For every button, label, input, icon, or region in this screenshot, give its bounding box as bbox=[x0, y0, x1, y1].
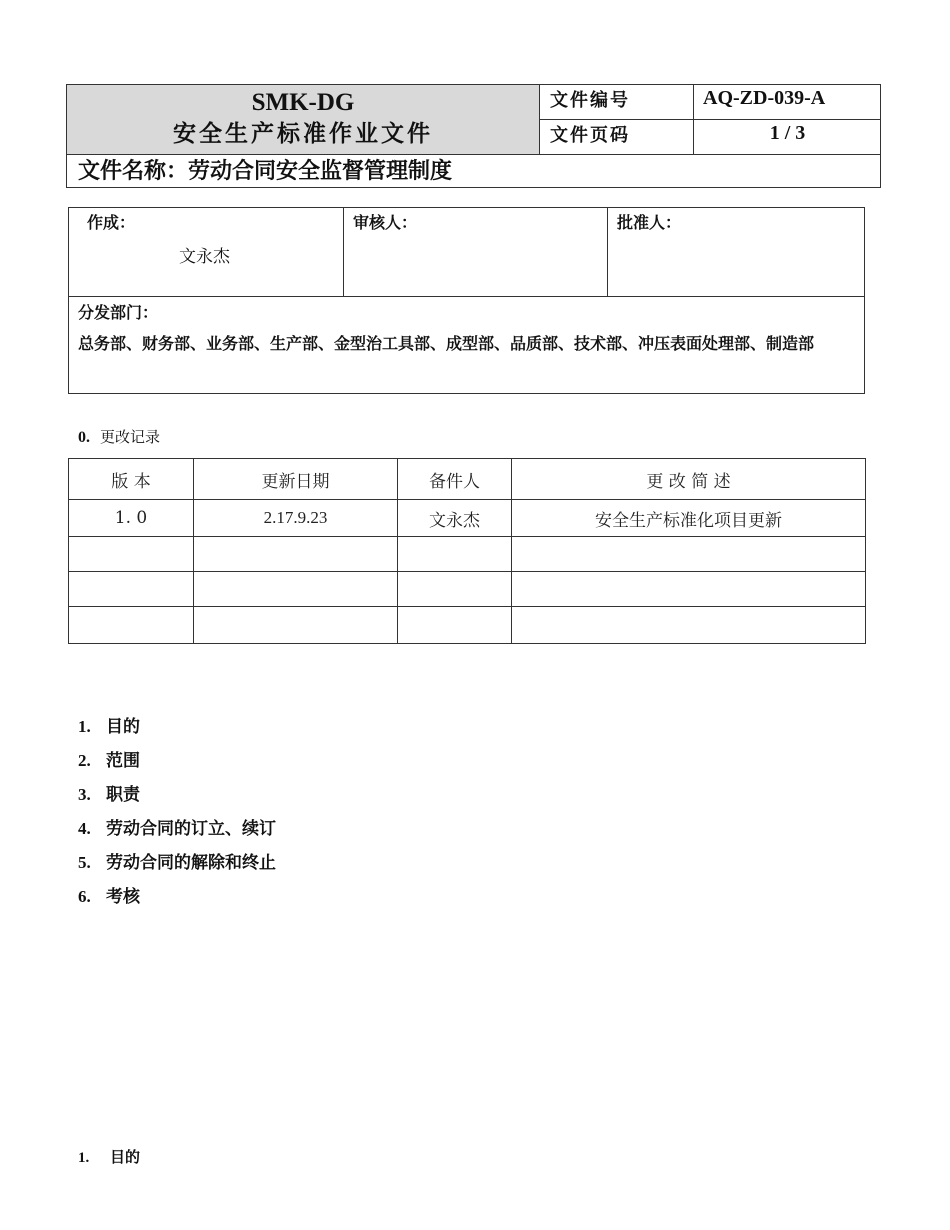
table-cell bbox=[398, 572, 512, 607]
author-value: 文永杰 bbox=[179, 247, 230, 267]
section-number: 0. bbox=[78, 429, 90, 446]
table-cell: 1. 0 bbox=[69, 500, 194, 537]
table-cell bbox=[398, 607, 512, 644]
toc-number: 5. bbox=[78, 853, 91, 872]
toc-number: 2. bbox=[78, 751, 91, 770]
toc-item bbox=[78, 846, 276, 880]
toc-title: 职责 bbox=[106, 785, 140, 805]
document-header bbox=[66, 84, 881, 188]
page-number-value: 1 / 3 bbox=[694, 120, 881, 155]
header-title-block bbox=[67, 85, 540, 155]
toc-title: 范围 bbox=[106, 751, 140, 771]
distribution-section bbox=[69, 297, 864, 359]
table-cell: 文永杰 bbox=[398, 500, 512, 537]
author-label: 作成： bbox=[87, 213, 136, 232]
table-row bbox=[69, 537, 866, 572]
table-cell bbox=[194, 537, 398, 572]
column-header: 更新日期 bbox=[194, 459, 398, 500]
toc-item bbox=[78, 710, 276, 744]
toc-number: 4. bbox=[78, 819, 91, 838]
company-code: SMK-DG bbox=[251, 89, 355, 116]
toc-item bbox=[78, 812, 276, 846]
approver-label: 批准人： bbox=[617, 213, 682, 232]
author-cell bbox=[69, 208, 344, 297]
table-cell bbox=[69, 572, 194, 607]
toc-number: 3. bbox=[78, 785, 91, 804]
approver-cell bbox=[608, 208, 864, 297]
toc-number: 6. bbox=[78, 887, 91, 906]
table-row bbox=[69, 500, 866, 537]
column-header: 更 改 简 述 bbox=[512, 459, 866, 500]
table-of-contents bbox=[78, 710, 276, 914]
section-title: 目的 bbox=[110, 1148, 141, 1166]
toc-title: 劳动合同的解除和终止 bbox=[106, 853, 276, 873]
section-number: 1. bbox=[78, 1150, 90, 1166]
doc-number-value: AQ-ZD-039-A bbox=[694, 85, 881, 120]
change-record-heading bbox=[78, 426, 160, 447]
table-cell: 2.17.9.23 bbox=[194, 500, 398, 537]
toc-title: 目的 bbox=[106, 717, 140, 737]
change-record-table bbox=[68, 458, 866, 644]
toc-title: 劳动合同的订立、续订 bbox=[106, 819, 276, 839]
table-row bbox=[69, 607, 866, 644]
section-1-heading bbox=[78, 1146, 140, 1167]
reviewer-cell bbox=[344, 208, 608, 297]
doc-number-label: 文件编号 bbox=[540, 85, 694, 120]
table-cell bbox=[512, 572, 866, 607]
toc-item bbox=[78, 880, 276, 914]
table-cell bbox=[194, 572, 398, 607]
reviewer-label: 审核人： bbox=[353, 213, 418, 232]
column-header: 版 本 bbox=[69, 459, 194, 500]
toc-item bbox=[78, 744, 276, 778]
document-type: 安全生产标准作业文件 bbox=[173, 120, 433, 147]
file-name: 文件名称：劳动合同安全监督管理制度 bbox=[78, 158, 453, 184]
page-number-label: 文件页码 bbox=[540, 120, 694, 155]
distribution-departments: 总务部、财务部、业务部、生产部、金型治工具部、成型部、品质部、技术部、冲压表面处理部、制造部 bbox=[78, 334, 815, 353]
table-row bbox=[69, 572, 866, 607]
distribution-label: 分发部门： bbox=[78, 303, 159, 322]
table-cell bbox=[194, 607, 398, 644]
table-cell bbox=[69, 607, 194, 644]
column-header: 备件人 bbox=[398, 459, 512, 500]
table-cell bbox=[398, 537, 512, 572]
toc-title: 考核 bbox=[106, 887, 140, 907]
toc-number: 1. bbox=[78, 717, 91, 736]
table-cell bbox=[512, 537, 866, 572]
table-cell: 安全生产标准化项目更新 bbox=[512, 500, 866, 537]
table-cell bbox=[69, 537, 194, 572]
table-header-row bbox=[69, 459, 866, 500]
section-title: 更改记录 bbox=[100, 428, 161, 446]
table-cell bbox=[512, 607, 866, 644]
approval-box bbox=[68, 207, 865, 394]
toc-item bbox=[78, 778, 276, 812]
